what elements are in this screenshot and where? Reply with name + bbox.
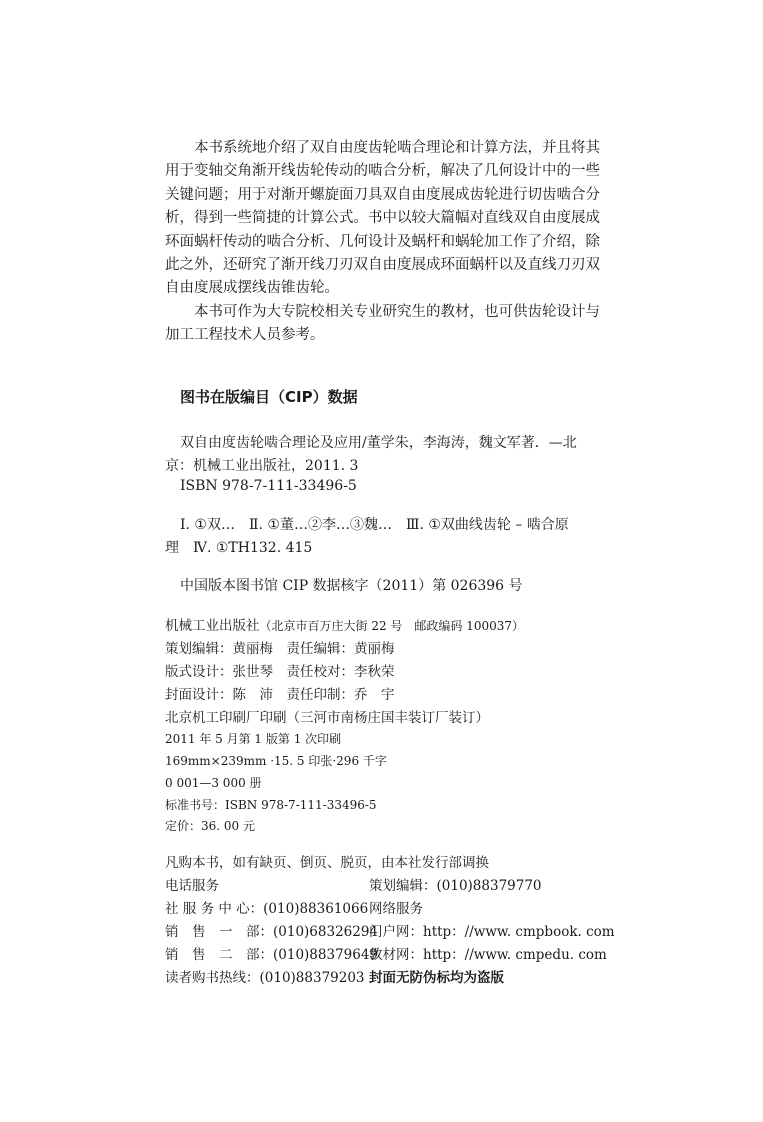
publisher-edition: 2011 年 5 月第 1 版第 1 次印刷	[165, 732, 342, 746]
contact-portal-link[interactable]: 门户网：http：//www. cmpbook. com	[369, 924, 615, 940]
summary-paragraph-2	[165, 301, 600, 348]
summary-line: 加工工程技术人员参考。	[165, 327, 325, 344]
summary-line: 自由度展成摆线齿锥齿轮。	[165, 280, 339, 297]
publisher-format: 169mm×239mm ·15. 5 印张·296 千字	[165, 754, 387, 768]
summary-line: 析，得到一些简捷的计算公式。书中以较大篇幅对直线双自由度展成	[165, 210, 600, 227]
summary-paragraph-1	[165, 137, 600, 301]
contact-antifake-notice: 封面无防伪标均为盗版	[369, 970, 504, 986]
summary-line: 本书可作为大专院校相关专业研究生的教材，也可供齿轮设计与	[194, 304, 600, 320]
contact-phone-label: 电话服务	[165, 878, 219, 894]
summary-line: 用于变轴交角渐开线齿轮传动的啮合分析，解决了几何设计中的一些	[165, 163, 600, 180]
cip-line-1: 双自由度齿轮啮合理论及应用/董学朱，李海涛，魏文军著．—北	[180, 435, 577, 451]
publisher-printer: 北京机工印刷厂印刷（三河市南杨庄国丰装订厂装订）	[165, 710, 489, 726]
contact-sales-2: 销 售 二 部：(010)88379649	[165, 947, 379, 963]
contact-network-label: 网络服务	[369, 901, 423, 917]
publisher-name: 机械工业出版社	[165, 618, 260, 634]
publisher-address: （北京市百万庄大街 22 号 邮政编码 100037）	[259, 619, 525, 633]
publisher-price: 定价：36. 00 元	[165, 819, 255, 833]
summary-line: 本书系统地介绍了双自由度齿轮啮合理论和计算方法，并且将其	[194, 140, 600, 156]
publisher-line	[165, 614, 524, 634]
summary-line: 此之外，还研究了渐开线刀刃双自由度展成环面蜗杆以及直线刀刃双	[165, 257, 600, 274]
publisher-isbn: 标准书号：ISBN 978-7-111-33496-5	[165, 798, 377, 812]
cip-classification-2: 理 Ⅳ. ①TH132. 415	[165, 540, 313, 556]
contact-edu-link[interactable]: 教材网：http：//www. cmpedu. com	[369, 947, 607, 963]
contact-editor-phone: 策划编辑：(010)88379770	[369, 878, 542, 894]
contact-service-center: 社 服 务 中 心：(010)88361066	[165, 901, 369, 917]
cip-check-number: 中国版本图书馆 CIP 数据核字（2011）第 026396 号	[180, 578, 523, 594]
contact-notice: 凡购本书，如有缺页、倒页、脱页，由本社发行部调换	[165, 855, 489, 871]
publisher-cover: 封面设计：陈 沛 责任印制：乔 宇	[165, 687, 395, 703]
contact-hotline: 读者购书热线：(010)88379203	[165, 970, 365, 986]
publisher-copies: 0 001—3 000 册	[165, 776, 262, 790]
summary-line: 关键问题；用于对渐开螺旋面刀具双自由度展成齿轮进行切齿啮合分	[165, 186, 600, 203]
contact-sales-1: 销 售 一 部：(010)68326294	[165, 924, 379, 940]
publisher-editor: 策划编辑：黄丽梅 责任编辑：黄丽梅	[165, 641, 395, 657]
cip-isbn: ISBN 978-7-111-33496-5	[180, 478, 357, 494]
cip-title: 图书在版编目（CIP）数据	[180, 388, 358, 406]
summary-line: 环面蜗杆传动的啮合分析、几何设计及蜗杆和蜗轮加工作了介绍，除	[165, 233, 600, 250]
cip-line-2: 京：机械工业出版社，2011. 3	[165, 458, 359, 474]
publisher-layout: 版式设计：张世琴 责任校对：李秋荣	[165, 664, 395, 680]
cip-classification-1: Ⅰ. ①双… Ⅱ. ①董…②李…③魏… Ⅲ. ①双曲线齿轮 – 啮合原	[180, 517, 569, 533]
